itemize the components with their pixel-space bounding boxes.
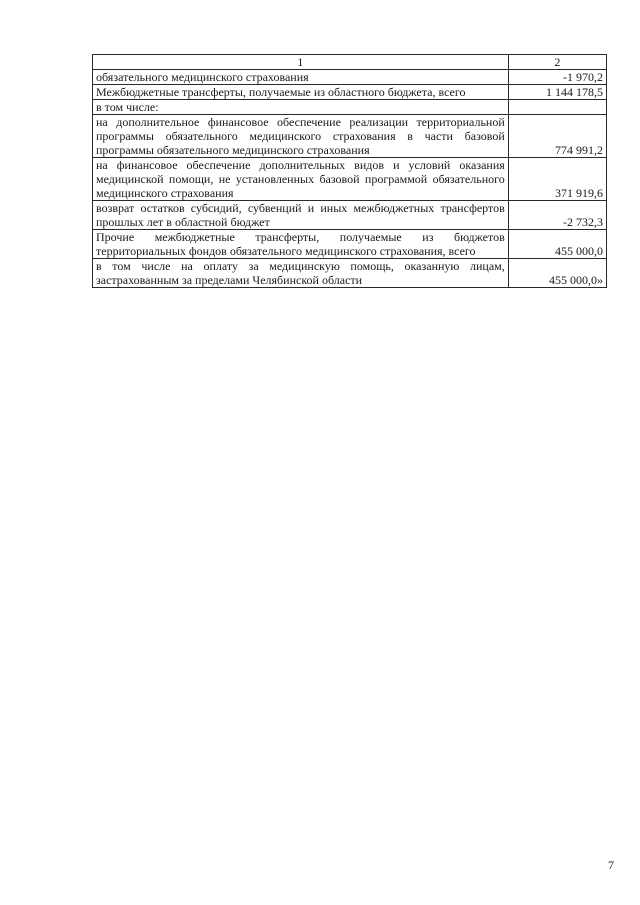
row-description: возврат остатков субсидий, субвенций и иных межбюджетных трансфертов прошлых лет в областной бюджет [93, 201, 509, 230]
row-description: Межбюджетные трансферты, получаемые из областного бюджета, всего [93, 85, 509, 100]
table-row [93, 115, 607, 158]
row-value: -1 970,2 [508, 70, 606, 85]
table-row [93, 100, 607, 115]
header-col-1: 1 [93, 55, 509, 70]
row-value: 455 000,0 [508, 230, 606, 259]
table-row [93, 259, 607, 288]
table-row [93, 85, 607, 100]
row-description: обязательного медицинского страхования [93, 70, 509, 85]
page-number: 7 [608, 858, 614, 872]
row-description: на дополнительное финансовое обеспечение реализации территориальной программы обязательного медицинского страхования в части базовой программы обязательного медицинского страхования [93, 115, 509, 158]
table-row [93, 230, 607, 259]
row-value: 371 919,6 [508, 158, 606, 201]
row-value: 455 000,0» [508, 259, 606, 288]
table-row [93, 158, 607, 201]
row-value: 1 144 178,5 [508, 85, 606, 100]
table-header-row [93, 55, 607, 70]
row-description: в том числе на оплату за медицинскую помощь, оказанную лицам, застрахованным за пределами Челябинской области [93, 259, 509, 288]
row-value: 774 991,2 [508, 115, 606, 158]
budget-table [92, 54, 607, 288]
row-value [508, 100, 606, 115]
table-row [93, 70, 607, 85]
row-description: на финансовое обеспечение дополнительных видов и условий оказания медицинской помощи, не установленных базовой программой обязательного медицинского страхования [93, 158, 509, 201]
row-description: Прочие межбюджетные трансферты, получаемые из бюджетов территориальных фондов обязательного медицинского страхования, всего [93, 230, 509, 259]
table-row [93, 201, 607, 230]
row-value: -2 732,3 [508, 201, 606, 230]
row-description: в том числе: [93, 100, 509, 115]
header-col-2: 2 [508, 55, 606, 70]
